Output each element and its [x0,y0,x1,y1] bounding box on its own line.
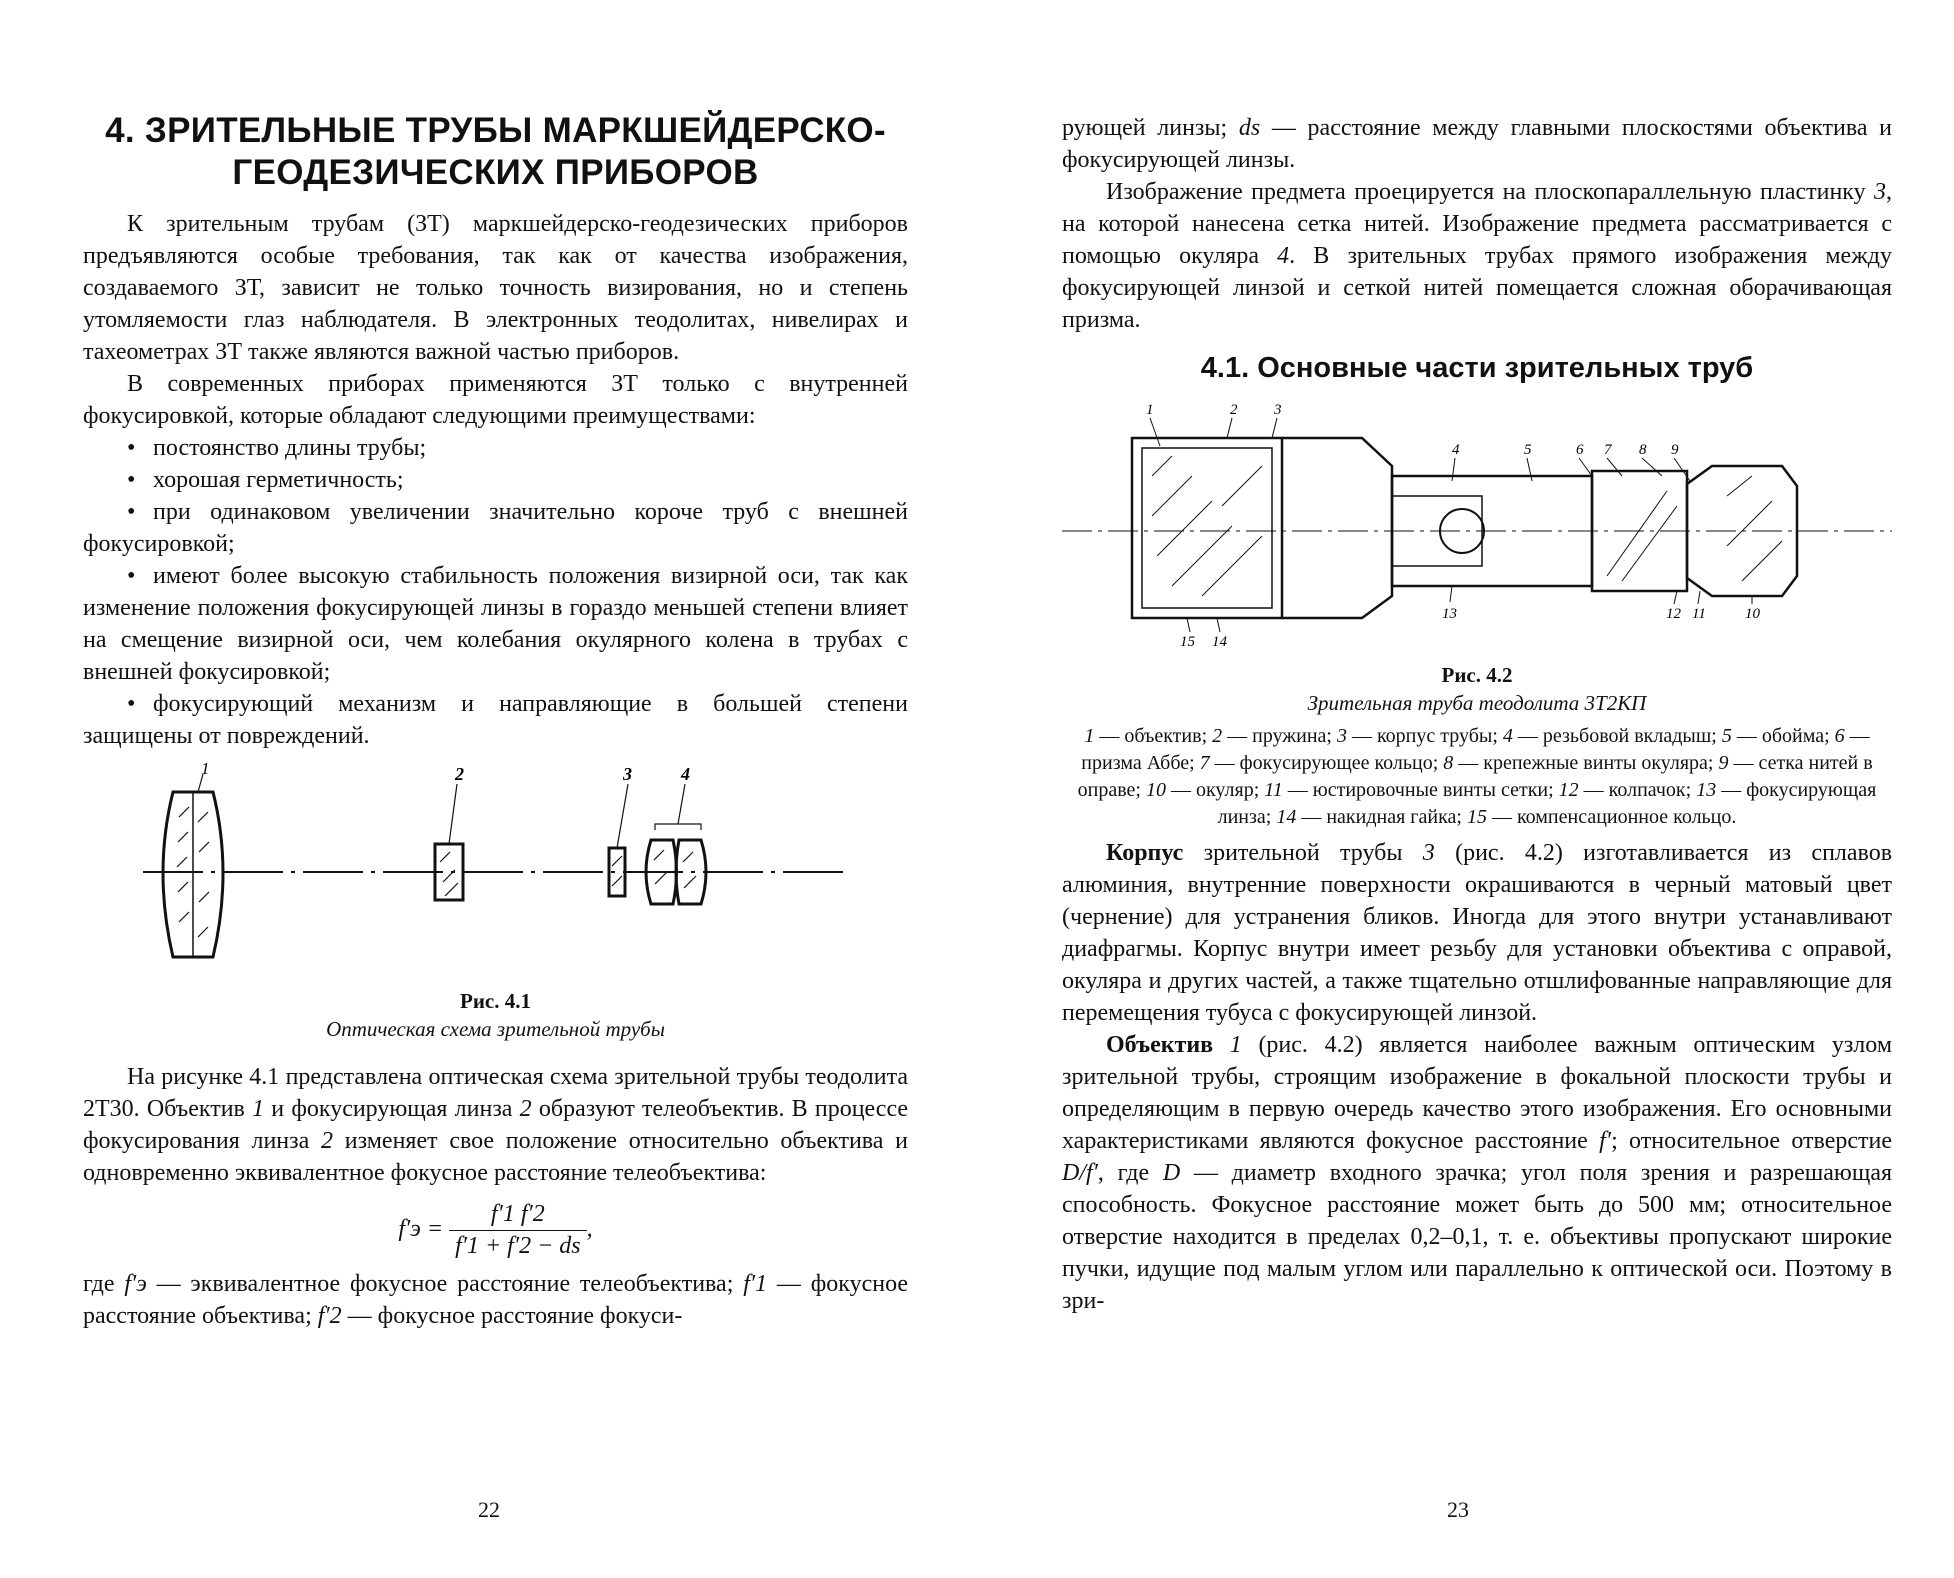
figure-4-2-caption: Зрительная труба теодолита 3Т2КП [1307,691,1647,715]
right-column [1062,112,1892,1317]
list-item: • постоянство длины трубы; [83,432,908,464]
fig2-label-10: 10 [1745,606,1760,622]
figure-4-1-caption: Оптическая схема зрительной трубы [326,1017,665,1041]
bullet-icon: • [127,435,136,461]
optical-scheme-diagram [83,762,908,982]
fig2-label-13: 13 [1442,606,1457,622]
figure-4-2-legend: 1 — объектив; 2 — пружина; 3 — корпус трубы; 4 — резьбовой вкладыш; 5 — обойма; 6 — призма Аббе; 7 — фокусирующее кольцо; 8 — крепежные винты окуляра; 9 — сетка нитей в оправе; 10 — окуляр; 11 — юстировочные винты сетки; 12 — колпачок; 13 — фокусирующая линза; 14 — накидная гайка; 15 — компенсационное кольцо. [1077,725,1877,828]
formula-legend-paragraph: где f′э — эквивалентное фокусное расстояние телеобъектива; f′1 — фокусное расстояние объектива; f′2 — фокусное расстояние фокуси- [83,1271,909,1329]
bullet-icon: • [127,691,136,717]
tube-body-shape [1282,438,1392,618]
figure-description-paragraph: На рисунке 4.1 представлена оптическая схема зрительной трубы теодолита 2Т30. Объектив 1 и фокусирующая линза 2 образуют телеобъектив. В процессе фокусирования линза 2 изменяет свое положение относительно объектива и одновременно эквивалентное фокусное расстояние телеобъектива: [83,1064,909,1186]
continuation-paragraph: рующей линзы; ds — расстояние между главными плоскостями объектива и фокусирующей линзы. [1062,115,1893,173]
figure-4-2-title: Рис. 4.2 [1441,663,1513,687]
fig2-label-6: 6 [1576,442,1584,458]
fig2-label-9: 9 [1671,442,1679,458]
body-paragraph: Корпус зрительной трубы 3 (рис. 4.2) изготавливается из сплавов алюминия, внутренние поверхности окрашиваются в черный матовый цвет (чернение) для устранения бликов. Иногда для этого внутри устанавливают диафрагмы. Корпус внутри имеет резьбу для установки объектива с оправой, окуляра и других частей, а также тщательно отшлифованные направляющие для перемещения тубуса с фокусирующей линзой. [1062,840,1893,1026]
fig2-label-1: 1 [1146,402,1154,418]
image-projection-paragraph: Изображение предмета проецируется на плоскопараллельную пластинку 3, на которой нанесена сетка нитей. Изображение предмета рассматривается с помощью окуляра 4. В зрительных трубах прямого изображения между фокусирующей линзой и сеткой нитей помещается сложная оборачивающая призма. [1062,179,1893,333]
telescope-cross-section-diagram [1062,396,1892,646]
fig2-label-5: 5 [1524,442,1532,458]
page-number: 23 [1447,1497,1469,1522]
bullet-icon: • [127,467,136,493]
fig2-label-8: 8 [1639,442,1647,458]
fig2-label-3: 3 [1274,402,1282,418]
bullet-icon: • [127,563,136,589]
fig2-label-2: 2 [1230,402,1238,418]
advantages-list [83,432,908,752]
fig2-label-12: 12 [1666,606,1681,622]
list-item: • при одинаковом увеличении значительно короче труб с внешней фокусировкой; [83,496,908,560]
list-item: • имеют более высокую стабильность положения визирной оси, так как изменение положения фокусирующей линзы в гораздо меньшей степени влияет на смещение визирной оси, чем колебания окулярного колена в трубах с внешней фокусировкой; [83,560,908,688]
figure-4-1 [83,762,908,1043]
figure-4-2 [1062,396,1892,831]
fig2-label-7: 7 [1604,442,1612,458]
advantages-intro: В современных приборах применяются ЗТ только с внутренней фокусировкой, которые обладают следующими преимуществами: [83,371,908,429]
fig2-label-15: 15 [1180,634,1195,646]
page-number: 22 [478,1497,500,1522]
section-heading: 4.1. Основные части зрительных труб [1200,352,1754,384]
right-page [977,0,1954,1578]
fig2-label-4: 4 [1452,442,1460,458]
objective-paragraph: Объектив 1 (рис. 4.2) является наиболее важным оптическим узлом зрительной трубы, строящим изображение в фокальной плоскости трубы и определяющим в первую очередь качество этого изображения. Его основными характеристиками являются фокусное расстояние f′; относительное отверстие D/f′, где D — диаметр входного зрачка; угол поля зрения и разрешающая способность. Фокусное расстояние может быть до 500 мм; относительное отверстие находится в пределах 0,2–0,1, т. е. объективы пропускают широкие пучки, идущие под малым углом или параллельно к оптической оси. Поэтому в зри- [1062,1032,1893,1314]
fig2-label-11: 11 [1692,606,1706,622]
list-item: • фокусирующий механизм и направляющие в большей степени защищены от повреждений. [83,688,908,752]
fig1-label-2: 2 [455,764,464,784]
fig2-label-14: 14 [1212,634,1227,646]
figure-4-1-title: Рис. 4.1 [460,989,531,1013]
chapter-heading: 4. ЗРИТЕЛЬНЫЕ ТРУБЫ МАРКШЕЙДЕРСКО-ГЕОДЕЗИЧЕСКИХ ПРИБОРОВ [105,111,886,192]
list-item: • хорошая герметичность; [83,464,908,496]
fig1-label-4: 4 [681,764,690,784]
focal-length-formula: f′э = $\frac{f'1 f'2}{f'1 + f'2 - ds}$ , [398,1201,593,1259]
fig1-label-3: 3 [623,764,632,784]
fig1-label-1: 1 [201,762,210,778]
left-column [83,110,908,1332]
bullet-icon: • [127,499,136,525]
intro-paragraph: К зрительным трубам (ЗТ) маркшейдерско-геодезических приборов предъявляются особые требования, так как от качества изображения, создаваемого ЗТ, зависит не только точность визирования, но и степень утомляемости глаз наблюдателя. В электронных теодолитах, нивелирах и тахеометрах ЗТ также являются важной частью приборов. [83,211,908,365]
